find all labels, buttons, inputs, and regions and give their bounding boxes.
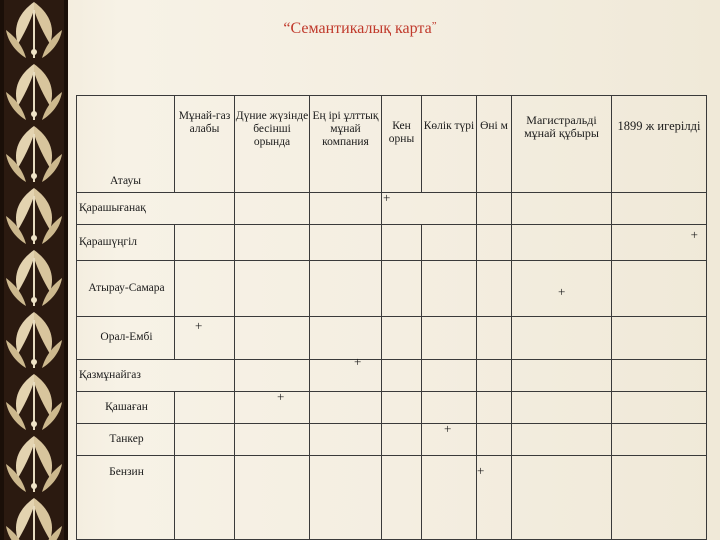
header-name: Атауы [77, 96, 175, 193]
plus-mark: + [477, 463, 485, 479]
table-row [77, 224, 707, 260]
row-label: Бензин [77, 456, 175, 540]
plus-mark: + [690, 226, 698, 242]
header-row [77, 96, 707, 193]
slide-title: “Семантикалық карта” [283, 20, 437, 37]
semantic-map-table [76, 95, 707, 540]
header-product: Өні м [477, 96, 512, 193]
row-label: Орал-Ембі [77, 316, 175, 359]
row-label: Қашаған [77, 391, 175, 423]
row-label: Атырау-Самара [77, 261, 175, 317]
plus-mark: + [444, 421, 452, 437]
ornamental-border [0, 0, 68, 540]
plus-mark: + [277, 388, 285, 404]
table-row [77, 261, 707, 317]
row-label: Қарашығанақ [77, 192, 235, 224]
table-row [77, 391, 707, 423]
plus-mark: + [558, 284, 566, 300]
plus-mark: + [354, 353, 362, 369]
row-label: Танкер [77, 424, 175, 456]
table-row [77, 424, 707, 456]
header-pipeline: Магистральді мұнай құбыры [512, 96, 612, 193]
header-deposit: Кен орны [382, 96, 422, 193]
row-label: Қазмұнайгаз [77, 359, 235, 391]
row-label: Қарашүңгіл [77, 224, 175, 260]
header-largest-company: Ең ірі ұлттық мұнай компания [310, 96, 382, 193]
header-year-1899: 1899 ж игерілді [612, 96, 707, 193]
plus-mark: + [195, 317, 203, 333]
header-world-fifth: Дүние жүзінде бесінші орында [235, 96, 310, 193]
table-row [77, 192, 707, 224]
table-row [77, 359, 707, 391]
table-row [77, 316, 707, 359]
plus-mark: + [383, 189, 391, 205]
leaf-ornament-icon [0, 0, 68, 540]
table-row [77, 456, 707, 540]
header-oil-gas-field: Мұнай-газ алабы [175, 96, 235, 193]
header-transport: Көлік түрі [422, 96, 477, 193]
